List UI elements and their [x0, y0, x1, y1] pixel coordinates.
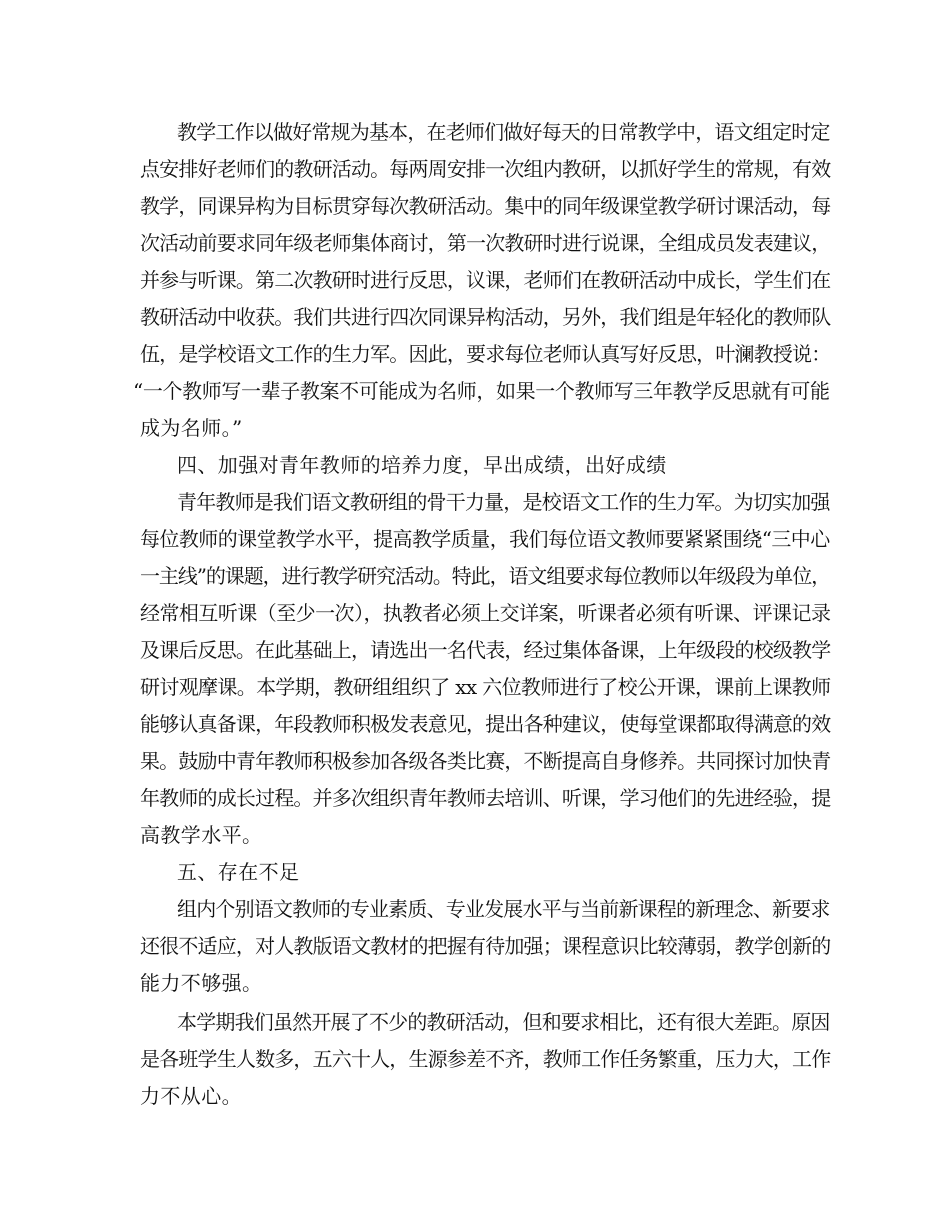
paragraph-2-line: 能够认真备课，年段教师积极发表意见，提出各种建议，使每堂课都取得满意的效	[140, 712, 831, 736]
paragraph-3-line: 还很不适应，对人教版语文教材的把握有待加强；课程意识比较薄弱，教学创新的	[140, 934, 831, 958]
paragraph-1-line: 教学，同课异构为目标贯穿每次教研活动。集中的同年级课堂教学研讨课活动，每	[140, 194, 831, 218]
paragraph-3-line: 能力不够强。	[140, 971, 263, 995]
section-heading-5: 五、存在不足	[177, 860, 300, 884]
paragraph-1-line: 点安排好老师们的教研活动。每两周安排一次组内教研，以抓好学生的常规，有效	[140, 157, 831, 181]
paragraph-1-line: 教学工作以做好常规为基本，在老师们做好每天的日常教学中，语文组定时定	[177, 120, 830, 144]
paragraph-4-line: 力不从心。	[140, 1084, 242, 1108]
paragraph-4-line: 是各班学生人数多，五六十人，生源参差不齐，教师工作任务繁重，压力大，工作	[140, 1047, 831, 1071]
paragraph-2-line: 青年教师是我们语文教研组的骨干力量，是校语文工作的生力军。为切实加强	[177, 490, 830, 514]
paragraph-3-line: 组内个别语文教师的专业素质、专业发展水平与当前新课程的新理念、新要求	[177, 897, 830, 921]
paragraph-1-line: 教研活动中收获。我们共进行四次同课异构活动，另外，我们组是年轻化的教师队	[140, 305, 831, 329]
paragraph-2-line: 及课后反思。在此基础上，请选出一名代表，经过集体备课，上年级段的校级教学	[140, 638, 831, 662]
paragraph-2-line: 研讨观摩课。本学期，教研组组织了 xx 六位教师进行了校公开课，课前上课教师	[140, 675, 831, 699]
paragraph-2-line: 一主线”的课题，进行教学研究活动。特此，语文组要求每位教师以年级段为单位，	[140, 564, 831, 588]
paragraph-2-line: 每位教师的课堂教学水平，提高教学质量，我们每位语文教师要紧紧围绕“三中心	[140, 527, 830, 551]
paragraph-1-line: “一个教师写一辈子教案不可能成为名师，如果一个教师写三年教学反思就有可能	[133, 379, 830, 403]
paragraph-2-line: 年教师的成长过程。并多次组织青年教师去培训、听课，学习他们的先进经验，提	[140, 786, 831, 810]
paragraph-1-line: 并参与听课。第二次教研时进行反思，议课，老师们在教研活动中成长，学生们在	[140, 268, 831, 292]
paragraph-2-line: 经常相互听课（至少一次），执教者必须上交详案，听课者必须有听课、评课记录	[140, 601, 831, 625]
paragraph-1-line: 成为名师。”	[140, 416, 243, 440]
section-heading-4: 四、加强对青年教师的培养力度，早出成绩，出好成绩	[177, 453, 667, 477]
paragraph-1-line: 次活动前要求同年级老师集体商讨，第一次教研时进行说课，全组成员发表建议，	[140, 231, 831, 255]
paragraph-2-line: 高教学水平。	[140, 823, 263, 847]
paragraph-4-line: 本学期我们虽然开展了不少的教研活动，但和要求相比，还有很大差距。原因	[177, 1010, 830, 1034]
paragraph-1-line: 伍，是学校语文工作的生力军。因此，要求每位老师认真写好反思，叶澜教授说：	[140, 342, 831, 366]
paragraph-2-line: 果。鼓励中青年教师积极参加各级各类比赛，不断提高自身修养。共同探讨加快青	[140, 749, 831, 773]
